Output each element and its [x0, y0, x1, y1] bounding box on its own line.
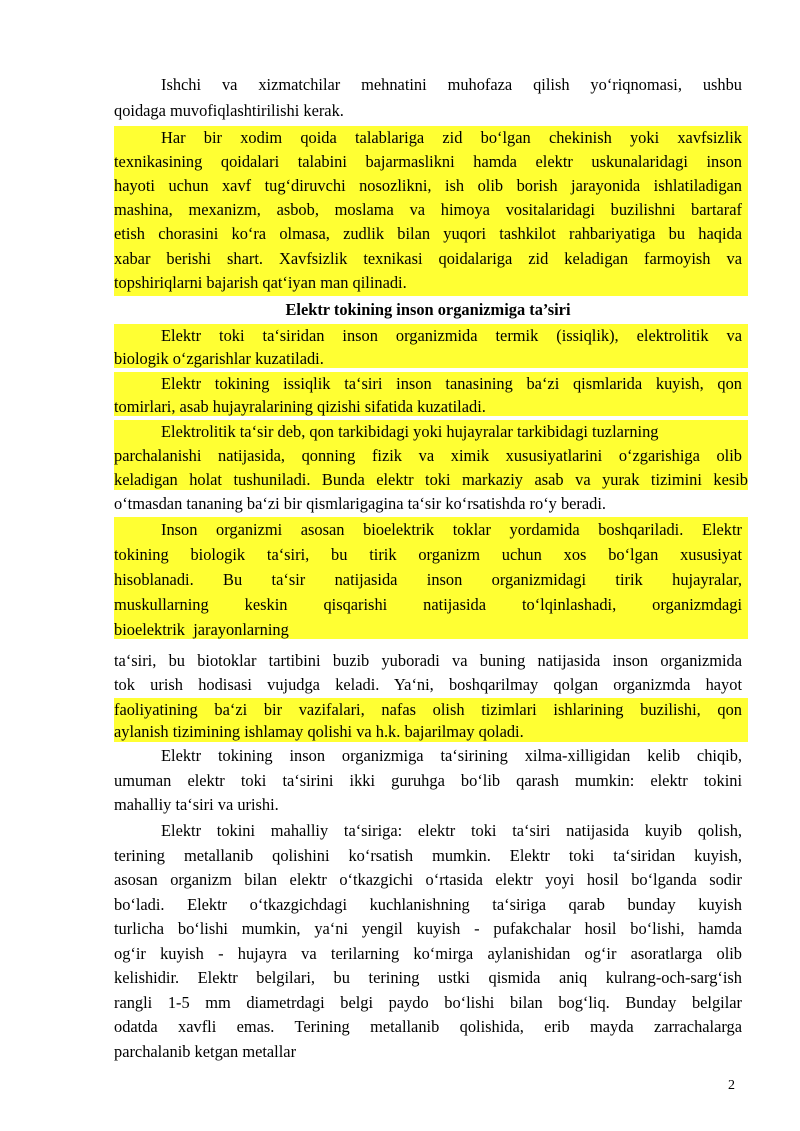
paragraph-line: ta‘siri, bu biotoklar tartibini buzib yuboradi va buning natijasida inson organizmida [114, 651, 742, 670]
paragraph-line: o‘tmasdan tananing ba‘zi bir qismlarigagina ta‘sir ko‘rsatishda ro‘y beradi. [114, 494, 607, 513]
page-number: 2 [728, 1078, 735, 1093]
paragraph-line: terining metallanib qolishini ko‘rsatish mumkin. Elektr toki ta‘siridan kuyish, [114, 846, 742, 865]
paragraph-line: Inson organizmi asosan bioelektrik toklar yordamida boshqariladi. Elektr [161, 520, 742, 539]
paragraph-line: biologik o‘zgarishlar kuzatiladi. [114, 349, 324, 368]
paragraph-line: hayoti uchun xavf tug‘diruvchi nosozlikni, ish olib borish jarayonida ishlatiladigan [114, 176, 742, 195]
paragraph-line: topshiriqlarni bajarish qat‘iyan man qilinadi. [114, 273, 407, 292]
paragraph-line: bo‘ladi. Elektr o‘tkazgichdagi kuchlanishning ta‘siriga qarab bunday kuyish [114, 895, 742, 914]
paragraph-line: etish chorasini ko‘ra olmasa, zudlik bilan yuqori tashkilot rahbariyatiga bu haqida [114, 224, 742, 243]
paragraph-line: aylanish tizimining ishlamay qolishi va h.k. bajarilmay qoladi. [114, 722, 524, 741]
paragraph-line: Elektr toki ta‘siridan inson organizmida termik (issiqlik), elektrolitik va [161, 326, 742, 345]
paragraph-line: Elektr tokining issiqlik ta‘siri inson tanasining ba‘zi qismlarida kuyish, qon [161, 374, 742, 393]
paragraph-line: keladigan holat tushuniladi. Bunda elektr toki markaziy asab va yurak tizimini kesib [114, 470, 748, 489]
paragraph-line: kelishidir. Elektr belgilari, bu terining ustki qismida aniq kulrang-och-sarg‘ish [114, 968, 742, 987]
paragraph-line: parchalanib ketgan metallar [114, 1042, 297, 1061]
paragraph-line: muskullarning keskin qisqarishi natijasida to‘lqinlashadi, organizmdagi [114, 595, 742, 614]
paragraph-line: qoidaga muvofiqlashtirilishi kerak. [114, 101, 344, 120]
paragraph-line: Elektr tokining inson organizmiga ta‘sirining xilma-xilligidan kelib chiqib, [161, 746, 742, 765]
paragraph-line: mahalliy ta‘siri va urishi. [114, 795, 279, 814]
paragraph-line: parchalanishi natijasida, qonning fizik va ximik xususiyatlarini o‘zgarishiga olib [114, 446, 742, 465]
paragraph-line: tokining biologik ta‘siri, bu tirik organizm uchun xos bo‘lgan xususiyat [114, 545, 742, 564]
paragraph-line: bioelektrik jarayonlarning [114, 620, 289, 639]
paragraph-line: faoliyatining ba‘zi bir vazifalari, nafas olish tizimlari ishlarining buzilishi, qon [114, 700, 742, 719]
paragraph-line: tok urish hodisasi vujudga keladi. Ya‘ni, boshqarilmay qolgan organizmda hayot [114, 675, 742, 694]
paragraph-line: rangli 1-5 mm diametrdagi belgi paydo bo‘lishi bilan bog‘liq. Bunday belgilar [114, 993, 742, 1012]
paragraph-line: texnikasining qoidalari talabini bajarmaslikni hamda elektr uskunalaridagi inson [114, 152, 742, 171]
paragraph-line: Elektrolitik ta‘sir deb, qon tarkibidagi yoki hujayralar tarkibidagi tuzlarning [161, 422, 659, 441]
paragraph-line: hisoblanadi. Bu ta‘sir natijasida inson organizmidagi tirik hujayralar, [114, 570, 742, 589]
paragraph-line: turlicha bo‘lishi mumkin, ya‘ni yengil kuyish - pufakchalar hosil bo‘lishi, hamda [114, 919, 742, 938]
paragraph-line: Elektr tokini mahalliy ta‘siriga: elektr toki ta‘siri natijasida kuyib qolish, [161, 821, 742, 840]
paragraph-line: Har bir xodim qoida talablariga zid bo‘lgan chekinish yoki xavfsizlik [161, 128, 742, 147]
paragraph-line: Ishchi va xizmatchilar mehnatini muhofaza qilish yo‘riqnomasi, ushbu [161, 75, 742, 94]
paragraph-line: asosan organizm bilan elektr o‘tkazgichi o‘rtasida elektr yoyi hosil bo‘lganda sodir [114, 870, 742, 889]
paragraph-line: mashina, mexanizm, asbob, moslama va himoya vositalaridagi buzilishni bartaraf [114, 200, 742, 219]
paragraph-line: tomirlari, asab hujayralarining qizishi sifatida kuzatiladi. [114, 397, 486, 416]
paragraph-line: xabar berishi shart. Xavfsizlik texnikasi qoidalariga zid keladigan farmoyish va [114, 249, 742, 268]
paragraph-line: umuman elektr toki ta‘sirini ikki guruhga bo‘lib qarash mumkin: elektr tokini [114, 771, 742, 790]
paragraph-line: og‘ir kuyish - hujayra va terilarning ko‘mirga aylanishidan og‘ir asoratlarga olib [114, 944, 742, 963]
section-heading: Elektr tokining inson organizmiga ta’siri [285, 300, 571, 319]
paragraph-line: odatda xavfli emas. Terining metallanib qolishida, erib mayda zarrachalarga [114, 1017, 742, 1036]
